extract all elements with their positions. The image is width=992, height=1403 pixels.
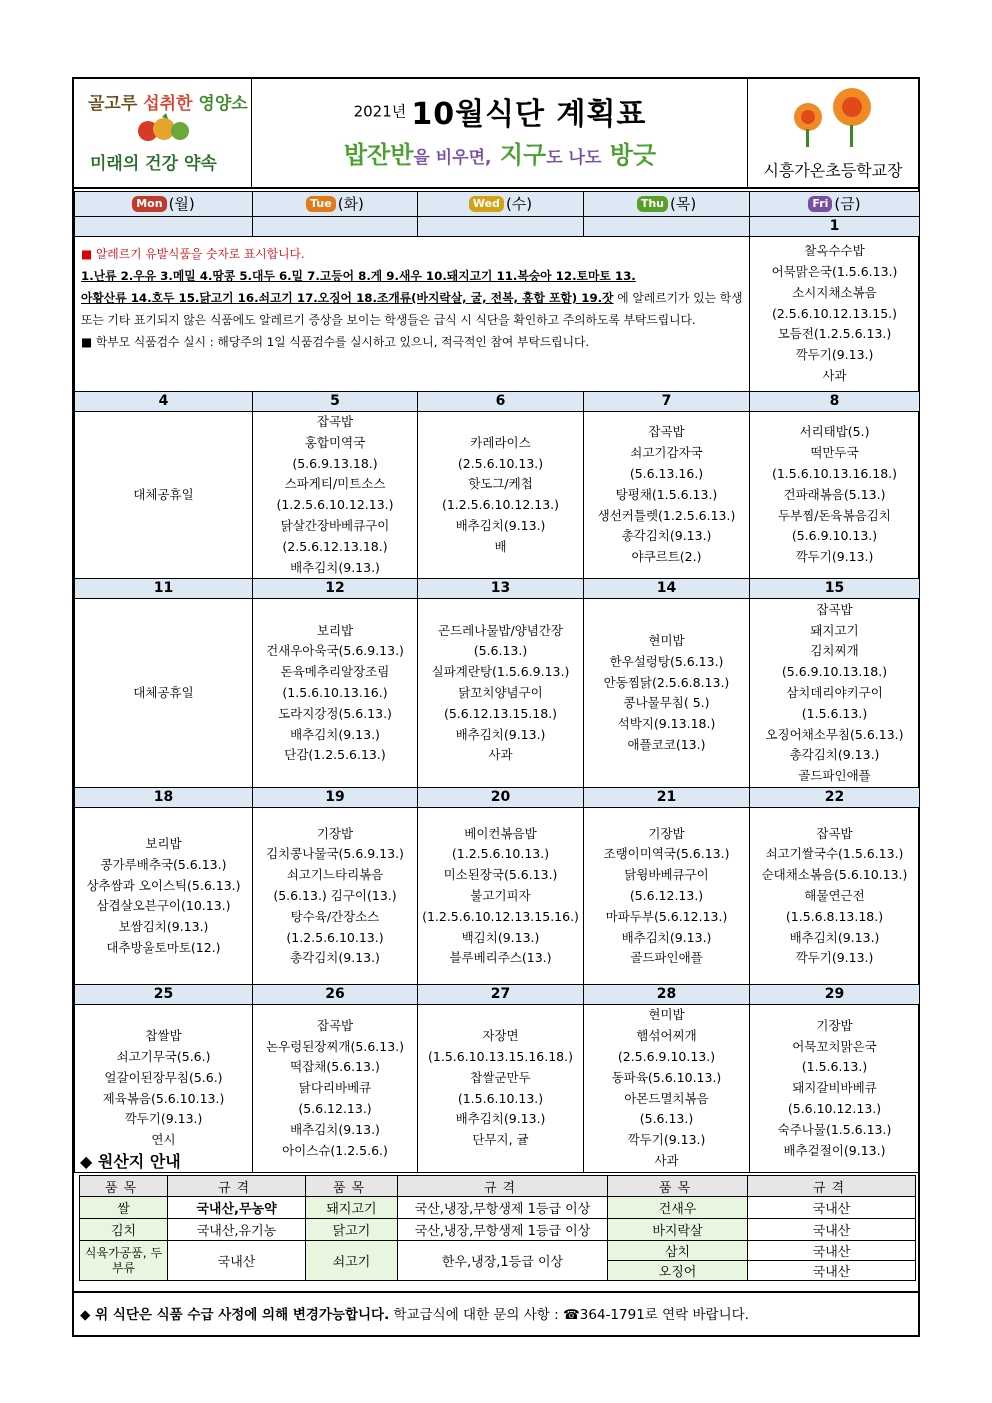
menu-item: (1.5.6.10.13.16.18.) [771, 465, 898, 481]
origin-table [79, 1175, 916, 1281]
date-row: 11 12 13 14 15 [75, 579, 920, 599]
menu-item: (1.5.6.10.13.16.) [282, 684, 388, 700]
menu-item: 소시지채소볶음 [792, 284, 877, 300]
slogan: 밥잔반을 비우면, 지구도 나도 방긋 [343, 141, 657, 169]
menu-item: 카레라이스 [470, 434, 531, 450]
origin-row: 오징어 국내산 [80, 1261, 916, 1281]
menu-item: 탕수육/간장소스 [290, 908, 380, 924]
menu-item: 두부찜/돈육볶음김치 [778, 507, 891, 523]
menu-item: 한우설렁탕(5.6.13.) [609, 653, 724, 669]
menu-cell [418, 1005, 584, 1172]
menu-item: 보쌈김치(9.13.) [118, 919, 209, 935]
logo-area [74, 79, 252, 187]
week-row [75, 1005, 920, 1172]
vegetables-icon [136, 111, 192, 145]
menu-cell [750, 412, 920, 579]
menu-item: 쇠고기감자국 [630, 445, 703, 461]
menu-cell [75, 808, 253, 985]
menu-item: 찰옥수수밥 [804, 243, 865, 259]
menu-item: 불고기피자 [470, 887, 531, 903]
menu-item: (2.5.6.10.12.13.15.) [771, 305, 898, 321]
origin-header-row: 품목 규격 품목 규격 품목 규격 [80, 1176, 916, 1197]
menu-item: 총각김치(9.13.) [789, 747, 880, 763]
menu-item: 떡만두국 [810, 445, 859, 461]
date-row: 18 19 20 21 22 [75, 788, 920, 808]
menu-item: 안동찜닭(2.5.6.8.13.) [603, 674, 730, 690]
menu-item: 배추김치(9.13.) [789, 929, 880, 945]
menu-cell [418, 599, 584, 788]
menu-item: 닭꼬치양념구이 [458, 684, 543, 700]
menu-item: (5.6.13.) [639, 1111, 694, 1127]
menu-item: 제육볶음(5.6.10.13.) [102, 1090, 225, 1106]
date-row: 1 [75, 217, 920, 237]
menu-item: (1.5.6.13.) [801, 705, 868, 721]
menu-item: 기장밥 [816, 1017, 853, 1033]
menu-item: 닭윙바베큐구이 [624, 867, 709, 883]
menu-item: 마파두부(5.6.12.13.) [605, 908, 728, 924]
menu-item: (5.6.13.) 김구이(13.) [273, 887, 397, 903]
menu-item: 야쿠르트(2.) [631, 549, 702, 565]
menu-item: 잡곡밥 [816, 825, 853, 841]
menu-item: 애플코코(13.) [627, 736, 706, 752]
title-area [252, 79, 748, 187]
menu-item: 베이컨볶음밥 [464, 825, 537, 841]
menu-item: (1.2.5.6.10.13.) [451, 846, 550, 862]
menu-calendar [74, 191, 920, 1173]
menu-cell [750, 237, 920, 392]
menu-item: 오징어채소무침(5.6.13.) [765, 726, 904, 742]
menu-item: 잡곡밥 [316, 414, 354, 429]
menu-cell [253, 599, 418, 788]
menu-item: 건파래볶음(5.13.) [783, 486, 886, 502]
logo-tagline: 미래의 건강 약속 [90, 154, 217, 174]
menu-item: (1.2.5.6.10.13.) [286, 929, 384, 945]
menu-item: 모듬전(1.2.5.6.13.) [777, 326, 892, 342]
menu-item: 숙주나물(1.5.6.13.) [777, 1121, 892, 1137]
menu-item: 깍두기(9.13.) [627, 1132, 706, 1148]
menu-cell [75, 1005, 253, 1172]
menu-item: 골드파인애플 [630, 950, 703, 966]
menu-item: 돼지고기 [810, 622, 859, 638]
meal-plan-frame [72, 77, 920, 1337]
menu-item: (5.6.9.10.13.) [791, 528, 878, 544]
menu-item: 돼지갈비바베큐 [792, 1080, 877, 1096]
menu-item: 찹쌀밥 [145, 1028, 182, 1044]
menu-item: (5.6.12.13.) [298, 1100, 372, 1116]
menu-item: (1.2.5.6.10.12.13.) [276, 497, 394, 513]
menu-cell [418, 412, 584, 579]
school-name: 시흥가온초등학교장 [763, 161, 903, 180]
menu-item: (1.5.6.8.13.18.) [785, 908, 884, 924]
menu-cell [750, 808, 920, 985]
menu-item: 대추방울토마토(12.) [106, 939, 221, 955]
week-row [75, 808, 920, 985]
menu-item: 도라지강정(5.6.13.) [278, 705, 392, 721]
menu-item: 배추겉절이(9.13.) [783, 1142, 886, 1158]
origin-row: 식육가공품, 두부류 국내산 쇠고기 한우,냉장,1등급 이상 삼치 국내산 [80, 1241, 916, 1261]
origin-title: ◆ 원산지 안내 [80, 1152, 181, 1171]
menu-item: (2.5.6.10.13.) [457, 455, 544, 471]
menu-item: 배추김치(9.13.) [455, 726, 546, 742]
menu-item: (1.5.6.13.) [801, 1059, 868, 1075]
menu-item: 배추김치(9.13.) [290, 726, 380, 742]
menu-item: 기장밥 [648, 825, 685, 841]
menu-item: 현미밥 [648, 1007, 685, 1023]
menu-item: 잡곡밥 [316, 1017, 354, 1033]
menu-item: 어묵맑은국(1.5.6.13.) [771, 264, 898, 279]
day-tue: Tue (화) [253, 192, 418, 217]
menu-cell [75, 599, 253, 788]
menu-item: 사과 [654, 1152, 679, 1168]
menu-item: 연시 [151, 1132, 176, 1148]
page-title: 2021년 10월식단 계획표 [353, 97, 647, 132]
menu-item: 김치콩나물국(5.6.9.13.) [266, 846, 404, 862]
menu-cell [584, 599, 750, 788]
menu-item: (5.6.9.13.18.) [292, 455, 378, 471]
menu-cell [584, 808, 750, 985]
menu-item: 배 [494, 538, 507, 554]
menu-item: 잡곡밥 [816, 601, 853, 617]
menu-item: (2.5.6.12.13.18.) [282, 538, 388, 554]
menu-item: 탕평채(1.5.6.13.) [615, 486, 718, 502]
menu-item: 떡잡채(5.6.13.) [290, 1059, 380, 1075]
menu-item: 미소된장국(5.6.13.) [443, 867, 558, 883]
menu-item: 삼치데리야키구이 [786, 684, 883, 700]
menu-item: 배추김치(9.13.) [290, 1121, 380, 1137]
menu-item: 쇠고기쌀국수(1.5.6.13.) [765, 846, 904, 862]
menu-item: 보리밥 [316, 622, 354, 638]
menu-cell [418, 808, 584, 985]
menu-cell [750, 1005, 920, 1172]
menu-item: 쇠고기느타리볶음 [286, 867, 384, 883]
menu-item: 동파육(5.6.10.13.) [611, 1069, 722, 1085]
day-thu: Thu (목) [584, 192, 750, 217]
menu-cell [253, 1005, 418, 1172]
menu-item: (5.6.9.10.13.18.) [781, 664, 888, 680]
week-row [75, 412, 920, 579]
menu-item: 닭살간장바베큐구이 [280, 517, 390, 533]
menu-cell [253, 412, 418, 579]
menu-item: 생선커틀렛(1.2.5.6.13.) [597, 507, 736, 523]
menu-cell [750, 599, 920, 788]
menu-item: 블루베리주스(13.) [449, 950, 552, 966]
menu-item: (5.6.12.13.) [629, 887, 704, 903]
menu-cell [253, 808, 418, 985]
menu-item: 실파계란탕(1.5.6.9.13.) [431, 664, 570, 680]
menu-item: 보리밥 [145, 835, 182, 851]
menu-item: 어묵꼬치맑은국 [792, 1038, 877, 1054]
menu-item: 논우렁된장찌개(5.6.13.) [265, 1038, 404, 1054]
menu-item: 핫도그/케첩 [468, 476, 533, 492]
menu-item: 사과 [488, 747, 513, 763]
menu-item: 상추쌈과 오이스틱(5.6.13.) [86, 877, 241, 893]
menu-cell [584, 412, 750, 579]
school-area [748, 79, 918, 187]
menu-item: 해물연근전 [804, 887, 865, 903]
menu-item: (1.2.5.6.10.12.13.15.16.) [422, 908, 579, 924]
menu-item: 배추김치(9.13.) [455, 517, 546, 533]
menu-item: (1.5.6.10.13.) [457, 1090, 544, 1106]
menu-item: 깍두기(9.13.) [795, 347, 874, 363]
menu-item: 잡곡밥 [648, 424, 685, 440]
menu-item: 석박지(9.13.18.) [617, 716, 716, 732]
origin-row: 김치 국내산,유기농 닭고기 국산,냉장,무항생제 1등급 이상 바지락살 국내산 [80, 1219, 916, 1241]
date-row: 4 5 6 7 8 [75, 392, 920, 412]
date-row: 25 26 27 28 29 [75, 985, 920, 1005]
week-row [75, 237, 920, 392]
menu-item: 건새우아욱국(5.6.9.13.) [266, 643, 404, 659]
menu-item: 콩가루배추국(5.6.13.) [100, 856, 227, 872]
menu-item: 햄섞어찌개 [636, 1028, 697, 1044]
menu-item: (1.5.6.10.13.15.16.18.) [428, 1048, 573, 1064]
week-row [75, 599, 920, 788]
menu-item: 얼갈이된장무침(5.6.) [104, 1069, 223, 1085]
menu-item: 김치찌개 [810, 643, 859, 659]
menu-item: 자장면 [482, 1028, 519, 1044]
menu-item: 단감(1.2.5.6.13.) [284, 747, 386, 763]
menu-item: 배추김치(9.13.) [290, 559, 380, 575]
header [74, 79, 918, 189]
menu-item: 아이스슈(1.2.5.6.) [282, 1142, 388, 1158]
menu-item: 총각김치(9.13.) [290, 950, 380, 966]
menu-cell [75, 412, 253, 579]
origin-row: 쌀 국내산,무농약 돼지고기 국산,냉장,무항생제 1등급 이상 건새우 국내산 [80, 1197, 916, 1219]
menu-item: 대체공휴일 [133, 684, 194, 700]
menu-item: 순대채소볶음(5.6.10.13.) [761, 867, 908, 883]
weekday-header [75, 192, 920, 217]
menu-item: (5.6.12.13.15.18.) [443, 705, 558, 721]
footer-note: ◆ 위 식단은 식품 수급 사정에 의해 변경가능합니다. 학교급식에 대한 문의 사항 : ☎364-1791로 연락 바랍니다. [74, 1291, 918, 1335]
logo-slogan: 골고루 섭취한 영양소 [88, 94, 248, 114]
menu-item: (2.5.6.9.10.13.) [617, 1048, 716, 1064]
menu-item: 닭다리바베큐 [298, 1080, 372, 1096]
menu-item: 돈육메추리알장조림 [280, 664, 390, 680]
day-fri: Fri (금) [750, 192, 920, 217]
menu-item: 백김치(9.13.) [461, 929, 540, 945]
allergy-notice: ■ 알레르기 유발식품을 숫자로 표시합니다. 1.난류 2.우유 3.메밀 4.땅콩 5.대두 6.밀 7.고등어 8.게 9.새우 10.돼지고기 11.복숭아 12.토마토 13. 아황산류 14.호두 15.닭고기 16.쇠고기 17.오징어 18.조개류(바지락살, 굴, 전복, 홍합 포함) 19.잣 에 알레르기가 있는 학생 또는 기타 표기되지 않은 식품에도 알레르기 증상을 보이는 학생들은 급식 시 식단을 확인하고 주의하도록 부탁드립니다. ■ 학부모 식품검수 실시 : 해당주의 1일 식품검수를 실시하고 있으니, 적극적인 참여 부탁드립니다. [75, 237, 750, 392]
menu-item: (1.2.5.6.10.12.13.) [441, 497, 560, 513]
menu-item: 단무지, 귤 [472, 1132, 529, 1148]
day-mon: Mon (월) [75, 192, 253, 217]
menu-item: (5.6.10.12.13.) [787, 1100, 882, 1116]
menu-item: 쇠고기무국(5.6.) [116, 1048, 211, 1064]
menu-item: 기장밥 [316, 825, 354, 841]
menu-item: 배추김치(9.13.) [621, 929, 712, 945]
menu-item: 스파게티/미트소스 [284, 476, 386, 492]
menu-item: 서리태밥(5.) [799, 424, 870, 440]
menu-item: 조랭이미역국(5.6.13.) [603, 846, 730, 862]
menu-item: 깍두기(9.13.) [795, 950, 874, 966]
menu-item: 깍두기(9.13.) [124, 1111, 203, 1127]
menu-item: 총각김치(9.13.) [621, 528, 712, 544]
menu-item: 홍합미역국 [304, 434, 366, 450]
menu-item: 대체공휴일 [133, 486, 194, 502]
menu-item: 골드파인애플 [798, 768, 871, 784]
menu-item: 찹쌀군만두 [470, 1069, 531, 1085]
menu-item: 사과 [822, 367, 847, 383]
menu-item: 아몬드멸치볶음 [624, 1090, 709, 1106]
flowers-icon [780, 85, 890, 147]
menu-item: 곤드레나물밥/양념간장 [438, 622, 563, 638]
menu-item: 배추김치(9.13.) [455, 1111, 546, 1127]
menu-cell [584, 1005, 750, 1172]
menu-item: 현미밥 [648, 632, 685, 648]
menu-item: 콩나물무침( 5.) [623, 695, 710, 711]
menu-item: (5.6.13.16.) [629, 465, 704, 481]
day-wed: Wed (수) [418, 192, 584, 217]
menu-item: 삼겹살오븐구이(10.13.) [96, 898, 231, 914]
menu-item: 깍두기(9.13.) [795, 549, 874, 565]
menu-item: (5.6.13.) [473, 643, 528, 659]
